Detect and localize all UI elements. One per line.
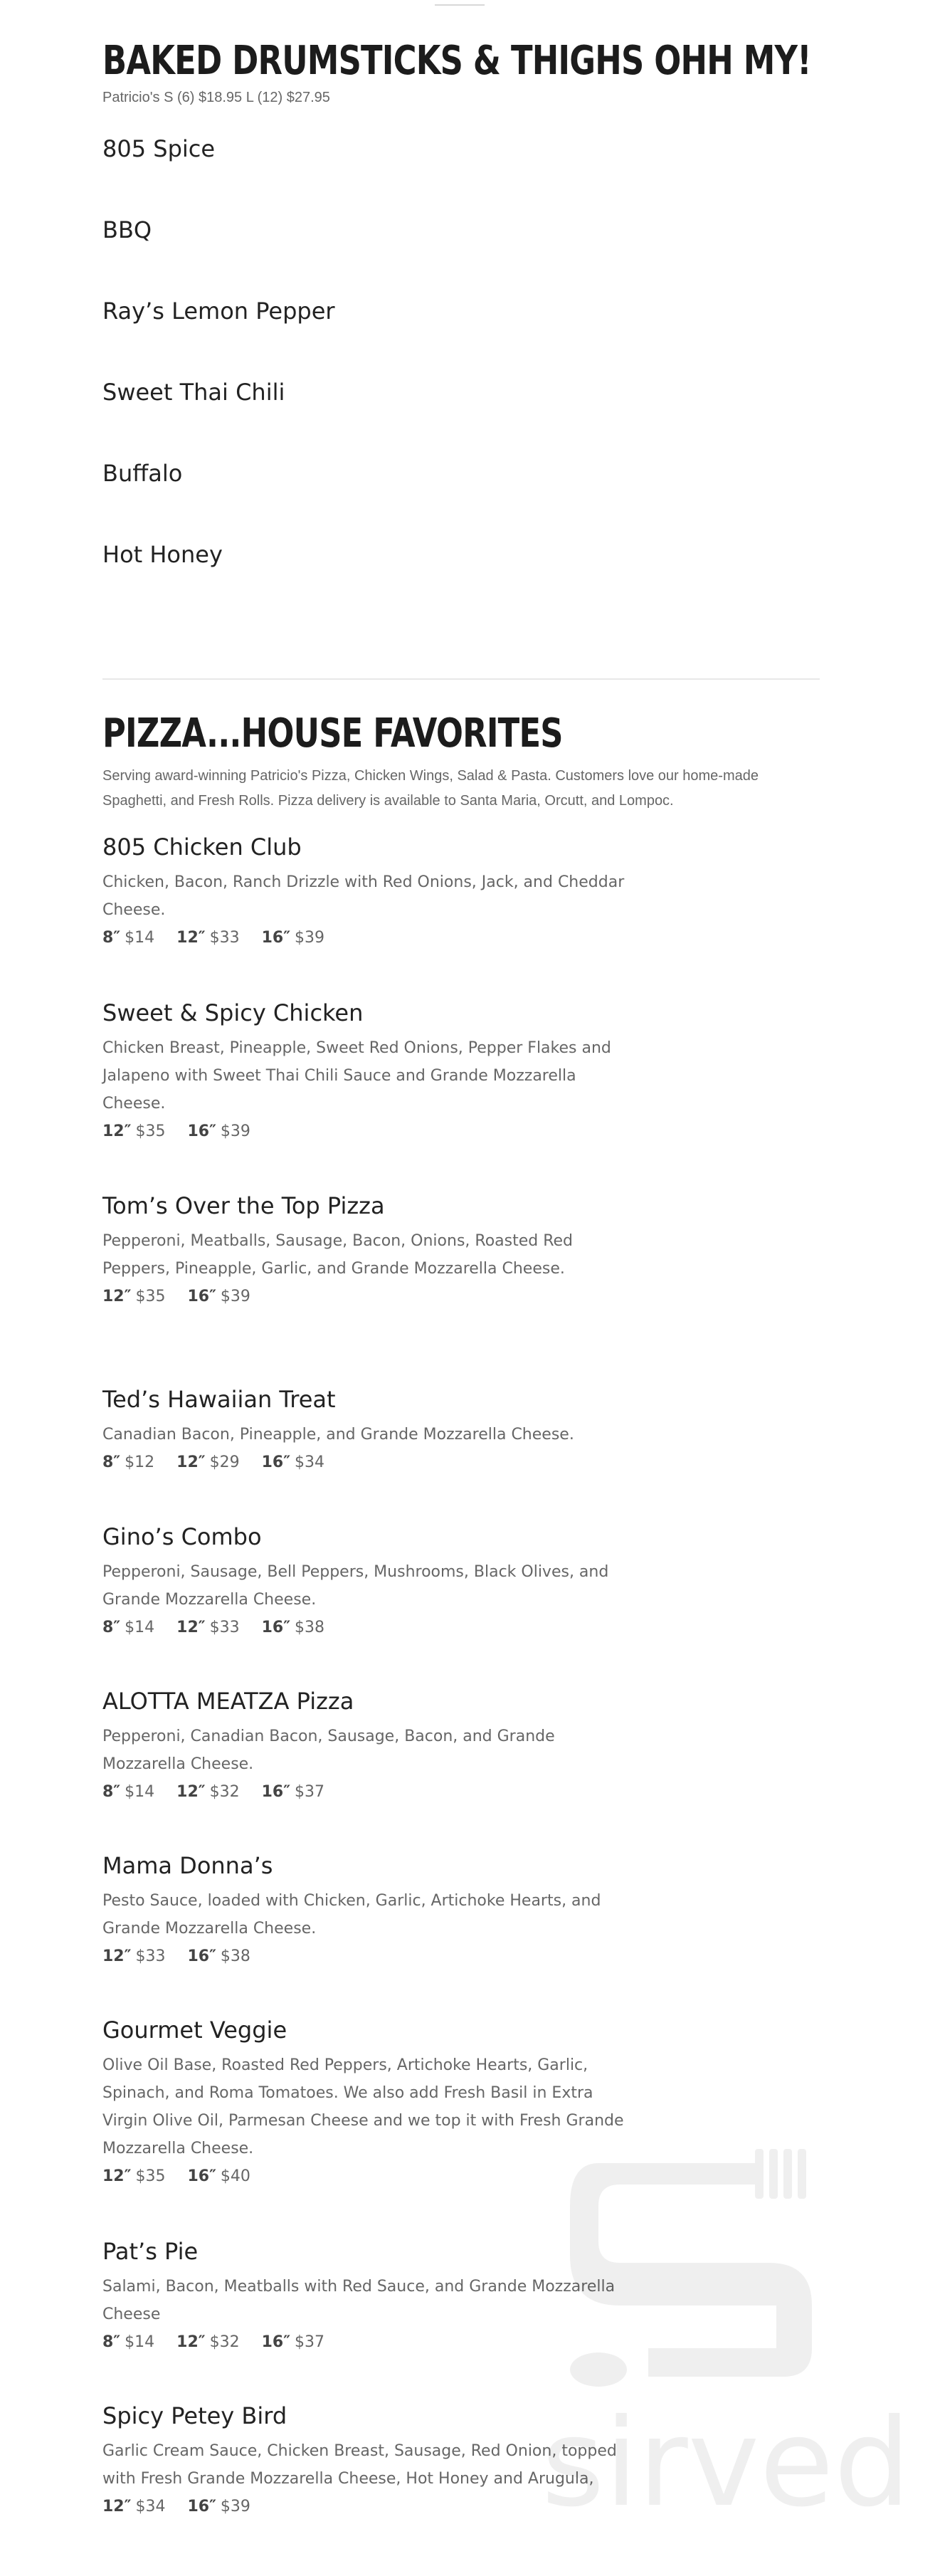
price-amount: $12 (125, 1453, 155, 1471)
flavor-item: Ray’s Lemon Pepper (102, 298, 335, 325)
price-option (102, 1449, 154, 1476)
menu-item-description: Chicken Breast, Pineapple, Sweet Red Onions, Pepper Flakes and Jalapeno with Sweet Thai Chili Sauce and Grande Mozzarella Cheese. (102, 1039, 611, 1113)
price-amount: $29 (209, 1453, 240, 1471)
menu-item-prices (102, 924, 629, 952)
menu-item-name: 805 Chicken Club (102, 834, 302, 861)
price-amount: $38 (295, 1619, 325, 1636)
menu-item-name: ALOTTA MEATZA Pizza (102, 1688, 354, 1715)
menu-item-prices (102, 1942, 629, 1970)
pizza-section (102, 710, 821, 814)
price-amount: $32 (209, 2333, 240, 2351)
flavor-item: Hot Honey (102, 541, 223, 568)
price-size: 8″ (102, 1619, 121, 1636)
flavor-item: BBQ (102, 216, 152, 243)
price-size: 16″ (187, 2167, 216, 2185)
price-size: 12″ (176, 2333, 206, 2351)
price-option (187, 1283, 250, 1310)
drumsticks-section (102, 38, 821, 568)
pizza-title: PIZZA...HOUSE FAVORITES (102, 710, 563, 757)
price-size: 16″ (261, 1783, 291, 1801)
price-size: 16″ (187, 1288, 216, 1305)
price-amount: $14 (125, 2333, 155, 2351)
price-amount: $39 (220, 1288, 250, 1305)
flavor-item: 805 Spice (102, 135, 216, 162)
menu-item-name: Gino’s Combo (102, 1523, 262, 1550)
price-amount: $35 (135, 1123, 166, 1140)
menu-item (102, 1851, 629, 1970)
menu-item-description: Garlic Cream Sauce, Chicken Breast, Sausage, Red Onion, topped with Fresh Grande Mozzarella Cheese, Hot Honey and Arugula, (102, 2442, 617, 2488)
menu-item-description: Pepperoni, Sausage, Bell Peppers, Mushrooms, Black Olives, and Grande Mozzarella Cheese. (102, 1563, 609, 1609)
menu-item-prices (102, 1778, 629, 1806)
price-option (102, 1118, 165, 1145)
menu-item-name: Ted’s Hawaiian Treat (102, 1386, 336, 1413)
price-amount: $33 (209, 1619, 240, 1636)
price-option (102, 2493, 165, 2520)
section-divider (102, 678, 820, 680)
price-size: 12″ (176, 1453, 206, 1471)
price-size: 8″ (102, 1453, 121, 1471)
menu-item-description: Chicken, Bacon, Ranch Drizzle with Red Onions, Jack, and Cheddar Cheese. (102, 873, 625, 919)
price-size: 16″ (187, 2498, 216, 2515)
menu-item-description: Pepperoni, Meatballs, Sausage, Bacon, Onions, Roasted Red Peppers, Pineapple, Garlic, and Grande Mozzarella Cheese. (102, 1232, 574, 1278)
price-amount: $38 (220, 1947, 250, 1965)
price-size: 12″ (102, 2498, 132, 2515)
price-option (262, 924, 324, 952)
price-option (102, 1614, 154, 1641)
menu-item-name: Pat’s Pie (102, 2238, 199, 2265)
menu-item-name: Tom’s Over the Top Pizza (102, 1192, 385, 1219)
price-size: 12″ (102, 1288, 132, 1305)
price-size: 8″ (102, 2333, 121, 2351)
price-option (262, 1449, 324, 1476)
price-amount: $33 (209, 929, 240, 947)
price-amount: $35 (135, 1288, 166, 1305)
menu-item (102, 833, 629, 952)
price-option (176, 1778, 239, 1806)
price-amount: $14 (125, 1619, 155, 1636)
price-amount: $32 (209, 1783, 240, 1801)
price-amount: $39 (220, 2498, 250, 2515)
drumsticks-title: BAKED DRUMSTICKS & THIGHS OHH MY! (102, 38, 811, 84)
price-amount: $14 (125, 1783, 155, 1801)
price-option (102, 1942, 165, 1970)
menu-item (102, 1192, 629, 1310)
price-option (102, 924, 154, 952)
price-size: 8″ (102, 929, 121, 947)
menu-item (102, 999, 629, 1145)
price-amount: $40 (220, 2167, 250, 2185)
price-amount: $37 (295, 2333, 325, 2351)
price-option (102, 2328, 154, 2356)
pizza-intro-line: Spaghetti, and Fresh Rolls. Pizza delivery is available to Santa Maria, Orcutt, and Lompoc. (102, 793, 674, 809)
price-size: 12″ (102, 2167, 132, 2185)
sirved-watermark (542, 2135, 912, 2519)
price-amount: $39 (295, 929, 325, 947)
price-option (176, 924, 239, 952)
price-option (262, 1778, 324, 1806)
menu-item (102, 1523, 629, 1641)
price-size: 12″ (102, 1947, 132, 1965)
price-option (102, 1778, 154, 1806)
pizza-intro (102, 764, 821, 814)
pizza-intro-line: Serving award-winning Patricio's Pizza, Chicken Wings, Salad & Pasta. Customers love our home-made (102, 768, 759, 784)
price-amount: $35 (135, 2167, 166, 2185)
drumsticks-subtitle: Patricio's S (6) $18.95 L (12) $27.95 (102, 90, 330, 105)
price-option (176, 2328, 239, 2356)
price-amount: $34 (135, 2498, 166, 2515)
price-size: 12″ (176, 1619, 206, 1636)
price-size: 16″ (261, 1453, 291, 1471)
flavor-item: Sweet Thai Chili (102, 379, 285, 406)
price-option (262, 2328, 324, 2356)
fork-spoon-icon (570, 2149, 812, 2387)
top-divider (435, 4, 485, 6)
menu-item-description: Pesto Sauce, loaded with Chicken, Garlic, Artichoke Hearts, and Grande Mozzarella Cheese. (102, 1892, 601, 1938)
menu-item-name: Spicy Petey Bird (102, 2402, 287, 2429)
menu-item-description: Salami, Bacon, Meatballs with Red Sauce, and Grande Mozzarella Cheese (102, 2278, 616, 2323)
menu-item (102, 1385, 629, 1476)
menu-item-description: Olive Oil Base, Roasted Red Peppers, Artichoke Hearts, Garlic, Spinach, and Roma Tomatoes. We also add Fresh Basil in Extra Virgin Olive Oil, Parmesan Cheese and we top it with Fresh Grande Mozzarella Cheese. (102, 2056, 624, 2157)
price-option (187, 2162, 250, 2190)
menu-item-prices (102, 1118, 629, 1145)
price-option (187, 1118, 250, 1145)
menu-item-description: Canadian Bacon, Pineapple, and Grande Mozzarella Cheese. (102, 1426, 574, 1444)
menu-item-prices (102, 1449, 629, 1476)
price-size: 16″ (261, 2333, 291, 2351)
price-size: 12″ (102, 1123, 132, 1140)
price-size: 16″ (187, 1947, 216, 1965)
price-amount: $14 (125, 929, 155, 947)
menu-item-prices (102, 1283, 629, 1310)
menu-item (102, 1687, 629, 1806)
flavor-item: Buffalo (102, 460, 183, 487)
price-amount: $37 (295, 1783, 325, 1801)
price-size: 16″ (261, 1619, 291, 1636)
price-size: 16″ (261, 929, 291, 947)
price-option (176, 1449, 239, 1476)
price-option (102, 1283, 165, 1310)
price-option (176, 1614, 239, 1641)
price-amount: $34 (295, 1453, 325, 1471)
menu-item-prices (102, 1614, 629, 1641)
price-option (187, 1942, 250, 1970)
watermark-text: sirved (542, 2393, 911, 2519)
menu-item-name: Gourmet Veggie (102, 2017, 287, 2044)
price-option (187, 2493, 250, 2520)
price-size: 12″ (176, 1783, 206, 1801)
price-option (102, 2162, 165, 2190)
price-amount: $33 (135, 1947, 166, 1965)
menu-item-name: Mama Donna’s (102, 1852, 273, 1879)
menu-item-name: Sweet & Spicy Chicken (102, 999, 364, 1026)
menu-item-description: Pepperoni, Canadian Bacon, Sausage, Bacon, and Grande Mozzarella Cheese. (102, 1728, 555, 1773)
price-option (262, 1614, 324, 1641)
price-size: 16″ (187, 1123, 216, 1140)
price-size: 12″ (176, 929, 206, 947)
price-amount: $39 (220, 1123, 250, 1140)
price-size: 8″ (102, 1783, 121, 1801)
